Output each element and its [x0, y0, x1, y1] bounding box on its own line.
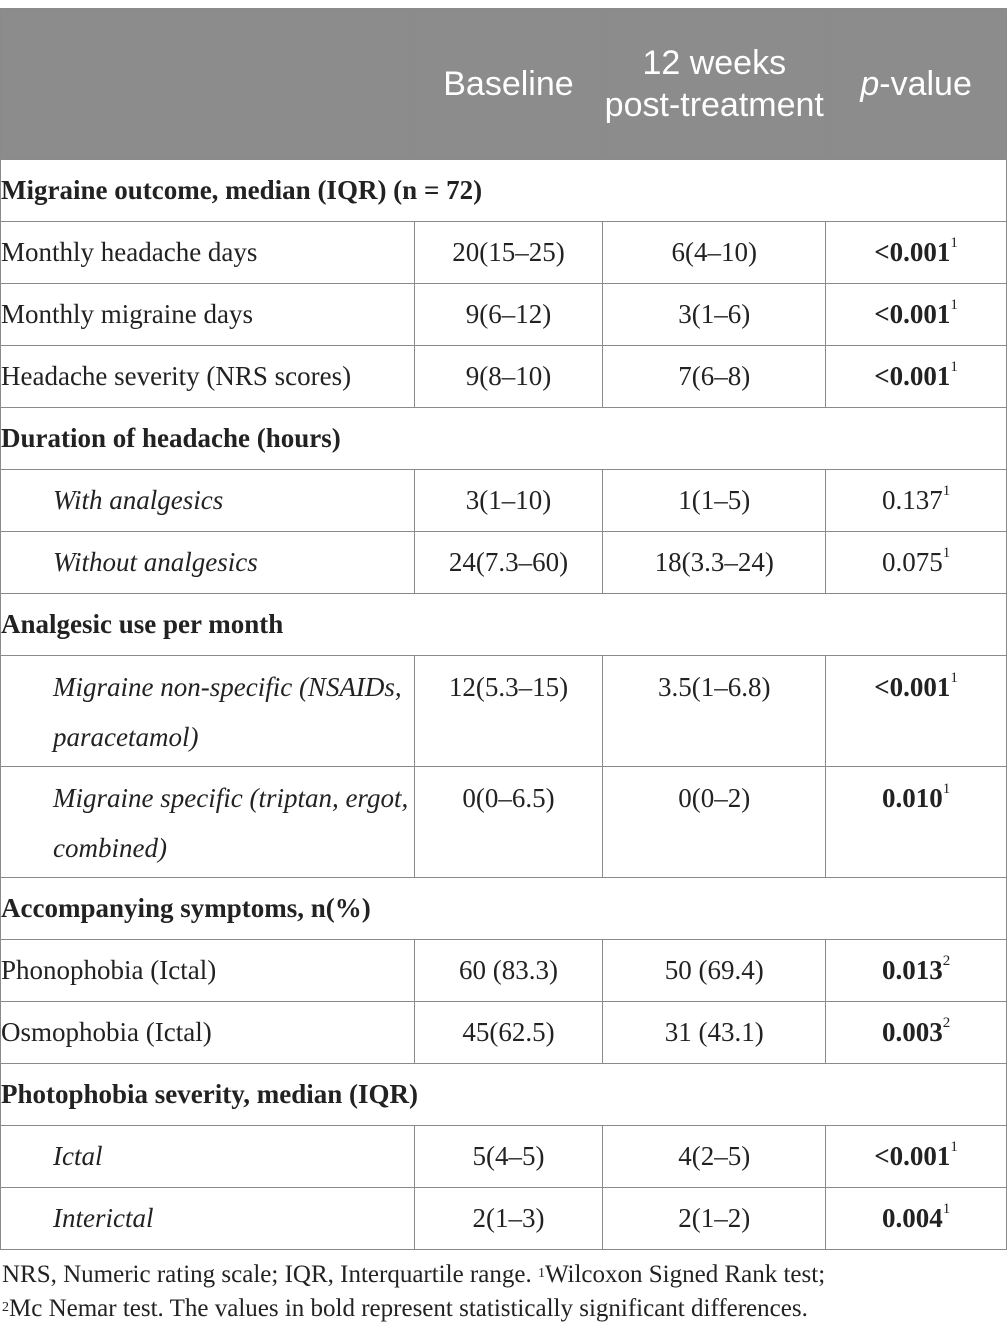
post-treatment-value: 31 (43.1) [603, 1002, 826, 1064]
section-label: Duration of headache (hours) [1, 408, 1007, 470]
post-treatment-value: 3.5(1–6.8) [603, 656, 826, 767]
p-value-cell [826, 656, 1007, 767]
section-label: Analgesic use per month [1, 594, 1007, 656]
header-baseline: Baseline [414, 9, 603, 160]
row-label: Headache severity (NRS scores) [1, 346, 415, 408]
p-value-test-marker: 1 [950, 670, 958, 686]
header-p-suffix: -value [879, 65, 972, 103]
p-value-test-marker: 2 [942, 953, 951, 969]
header-p-value [826, 9, 1007, 160]
section-header-row [1, 408, 1007, 470]
baseline-value: 2(1–3) [414, 1188, 603, 1250]
row-label: Ictal [1, 1126, 415, 1188]
footnote-text-2: Wilcoxon Signed Rank test; [544, 1261, 826, 1288]
table-row [1, 532, 1007, 594]
baseline-value: 24(7.3–60) [414, 532, 603, 594]
footnote-text-3: Mc Nemar test. The values in bold represent statistically significant differences. [9, 1295, 808, 1322]
p-value-cell [826, 222, 1007, 284]
p-value: 0.004 [881, 1203, 943, 1233]
p-value-test-marker: 1 [942, 545, 951, 561]
p-value-test-marker: 2 [942, 1015, 951, 1031]
baseline-value: 5(4–5) [414, 1126, 603, 1188]
p-value-test-marker: 1 [942, 483, 951, 499]
p-value: 0.137 [881, 485, 943, 515]
p-value-cell [826, 1188, 1007, 1250]
p-value: <0.001 [874, 1141, 951, 1171]
p-value-cell [826, 532, 1007, 594]
baseline-value: 3(1–10) [414, 470, 603, 532]
section-header-row [1, 594, 1007, 656]
p-value: <0.001 [874, 361, 951, 391]
row-label: Interictal [1, 1188, 415, 1250]
baseline-value: 12(5.3–15) [414, 656, 603, 767]
p-value-cell [826, 1002, 1007, 1064]
post-treatment-value: 50 (69.4) [603, 940, 826, 1002]
section-header-row [1, 1064, 1007, 1126]
header-12-weeks-post-treatment: 12 weeks post-treatment [603, 9, 826, 160]
table-row [1, 1002, 1007, 1064]
post-treatment-value: 7(6–8) [603, 346, 826, 408]
p-value-cell [826, 346, 1007, 408]
p-value-cell [826, 1126, 1007, 1188]
p-value: 0.003 [881, 1017, 943, 1047]
row-label: Phonophobia (Ictal) [1, 940, 415, 1002]
section-header-row [1, 160, 1007, 222]
results-table [0, 8, 1007, 1250]
header-empty-cell [1, 9, 415, 160]
row-label: Monthly migraine days [1, 284, 415, 346]
baseline-value: 45(62.5) [414, 1002, 603, 1064]
table-body [1, 160, 1007, 1250]
table-row [1, 222, 1007, 284]
p-value-cell [826, 284, 1007, 346]
table-row [1, 1188, 1007, 1250]
footnote-sup-2: 2 [2, 1300, 9, 1315]
post-treatment-value: 3(1–6) [603, 284, 826, 346]
p-value-test-marker: 1 [942, 781, 951, 797]
table-row [1, 656, 1007, 767]
p-value-cell [826, 470, 1007, 532]
row-label: Osmophobia (Ictal) [1, 1002, 415, 1064]
p-value-test-marker: 1 [942, 1201, 951, 1217]
p-value: <0.001 [874, 672, 951, 702]
baseline-value: 9(8–10) [414, 346, 603, 408]
post-treatment-value: 4(2–5) [603, 1126, 826, 1188]
footnote-text-1: NRS, Numeric rating scale; IQR, Interquartile range. [2, 1261, 538, 1288]
table-row [1, 470, 1007, 532]
row-label: With analgesics [1, 470, 415, 532]
p-value-test-marker: 1 [950, 297, 958, 313]
p-value-test-marker: 1 [950, 359, 958, 375]
section-label: Photophobia severity, median (IQR) [1, 1064, 1007, 1126]
table-footnote [2, 1258, 1002, 1326]
p-value: <0.001 [874, 237, 951, 267]
baseline-value: 9(6–12) [414, 284, 603, 346]
baseline-value: 60 (83.3) [414, 940, 603, 1002]
p-value-cell [826, 940, 1007, 1002]
row-label: Migraine specific (triptan, ergot, combined) [1, 767, 415, 878]
table-row [1, 284, 1007, 346]
header-p-italic: p [860, 65, 880, 103]
section-label: Accompanying symptoms, n(%) [1, 878, 1007, 940]
p-value: 0.013 [881, 955, 943, 985]
row-label: Migraine non-specific (NSAIDs, paracetamol) [1, 656, 415, 767]
p-value-cell [826, 767, 1007, 878]
table-row [1, 346, 1007, 408]
table-row [1, 1126, 1007, 1188]
section-header-row [1, 878, 1007, 940]
footnote-sup-1: 1 [537, 1266, 545, 1281]
post-treatment-value: 1(1–5) [603, 470, 826, 532]
row-label: Without analgesics [1, 532, 415, 594]
post-treatment-value: 0(0–2) [603, 767, 826, 878]
baseline-value: 20(15–25) [414, 222, 603, 284]
baseline-value: 0(0–6.5) [414, 767, 603, 878]
post-treatment-value: 6(4–10) [603, 222, 826, 284]
table-row [1, 767, 1007, 878]
row-label: Monthly headache days [1, 222, 415, 284]
p-value: 0.010 [881, 783, 943, 813]
section-label: Migraine outcome, median (IQR) (n = 72) [1, 160, 1007, 222]
p-value-test-marker: 1 [950, 235, 958, 251]
post-treatment-value: 18(3.3–24) [603, 532, 826, 594]
post-treatment-value: 2(1–2) [603, 1188, 826, 1250]
p-value-test-marker: 1 [950, 1139, 958, 1155]
p-value: 0.075 [881, 547, 943, 577]
table-row [1, 940, 1007, 1002]
table-header-row [1, 9, 1007, 160]
p-value: <0.001 [874, 299, 951, 329]
